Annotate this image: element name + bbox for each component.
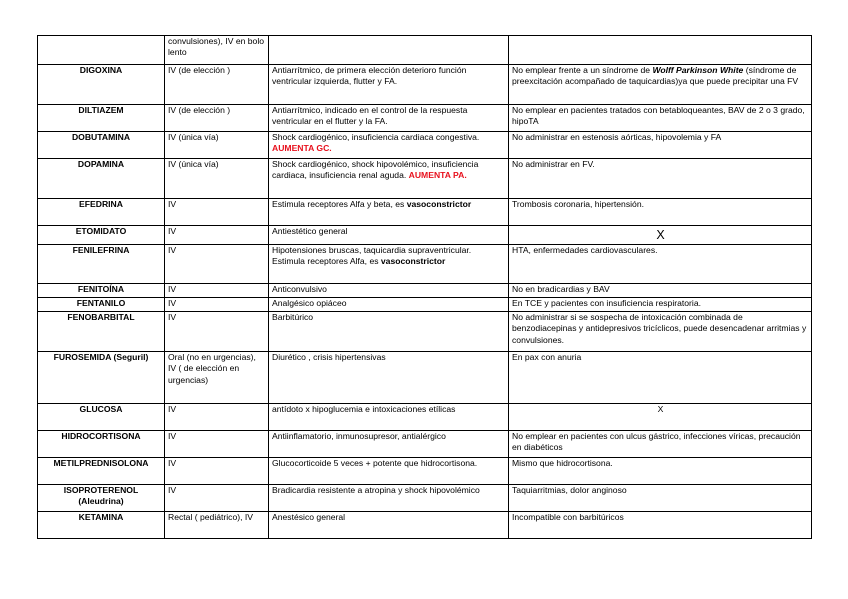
- contra-cell: HTA, enfermedades cardiovasculares.: [509, 245, 812, 284]
- action-cell: Antiarrítmico, indicado en el control de la respuesta ventricular en el flutter y la FA.: [269, 105, 509, 132]
- drug-name: GLUCOSA: [38, 404, 165, 431]
- route-cell: IV: [165, 245, 269, 284]
- contra-cell: Taquiarritmias, dolor anginoso: [509, 485, 812, 512]
- action-cell: Antiinflamatorio, inmunosupresor, antialérgico: [269, 431, 509, 458]
- route-cell: Oral (no en urgencias), IV ( de elección en urgencias): [165, 352, 269, 404]
- drug-name: FENTANILO: [38, 298, 165, 312]
- table-row: [38, 284, 812, 298]
- action-cell: Anestésico general: [269, 512, 509, 539]
- contra-cell: Trombosis coronaria, hipertensión.: [509, 199, 812, 226]
- drug-name: [38, 36, 165, 65]
- contra-cell: [509, 36, 812, 65]
- table-row: [38, 458, 812, 485]
- contra-cell: No emplear en pacientes con ulcus gástrico, infecciones víricas, precaución en diabéticos: [509, 431, 812, 458]
- table-row: [38, 132, 812, 159]
- drug-name: KETAMINA: [38, 512, 165, 539]
- contra-cell: En pax con anuria: [509, 352, 812, 404]
- route-cell: IV (única vía): [165, 132, 269, 159]
- action-cell: [269, 36, 509, 65]
- action-text: Hipotensiones bruscas, taquicardia supraventricular. Estimula receptores Alfa, es: [272, 245, 472, 267]
- action-text: Shock cardiogénico, shock hipovolémico, insuficiencia cardiaca, insuficiencia renal aguda.: [272, 159, 479, 181]
- drug-name: FENITOÍNA: [38, 284, 165, 298]
- contra-cell: No administrar si se sospecha de intoxicación combinada de benzodiacepinas y antidepresivos tricíclicos, puede desencadenar arritmias y convulsiones.: [509, 312, 812, 352]
- highlight-red: AUMENTA PA.: [408, 170, 467, 181]
- action-cell: Bradicardia resistente a atropina y shock hipovolémico: [269, 485, 509, 512]
- contra-cell: Incompatible con barbitúricos: [509, 512, 812, 539]
- drug-name: DOPAMINA: [38, 159, 165, 199]
- table-row: [38, 352, 812, 404]
- drug-name: HIDROCORTISONA: [38, 431, 165, 458]
- route-cell: IV: [165, 298, 269, 312]
- route-cell: IV: [165, 199, 269, 226]
- route-cell: IV (de elección ): [165, 105, 269, 132]
- syndrome-name: Wolff Parkinson White: [652, 65, 744, 75]
- route-cell: IV: [165, 284, 269, 298]
- table-row: [38, 65, 812, 105]
- table-row: [38, 159, 812, 199]
- route-cell: IV: [165, 404, 269, 431]
- drug-name: ETOMIDATO: [38, 226, 165, 245]
- contra-cell: En TCE y pacientes con insuficiencia respiratoria.: [509, 298, 812, 312]
- contra-cell: No en bradicardias y BAV: [509, 284, 812, 298]
- contra-text: No emplear frente a un síndrome de: [512, 65, 653, 75]
- action-cell: [269, 245, 509, 284]
- contra-cell: X: [509, 226, 812, 245]
- route-cell: IV: [165, 312, 269, 352]
- table-row: [38, 404, 812, 431]
- contra-cell: No administrar en estenosis aórticas, hipovolemia y FA: [509, 132, 812, 159]
- action-cell: antídoto x hipoglucemia e intoxicaciones etílicas: [269, 404, 509, 431]
- action-cell: [269, 199, 509, 226]
- drug-name: DIGOXINA: [38, 65, 165, 105]
- drug-name: DILTIAZEM: [38, 105, 165, 132]
- highlight-bold: vasoconstrictor: [406, 199, 472, 209]
- drug-table: [37, 35, 812, 539]
- route-cell: IV: [165, 431, 269, 458]
- table-row: [38, 312, 812, 352]
- table-row: [38, 199, 812, 226]
- highlight-red: AUMENTA GC.: [272, 143, 332, 154]
- action-cell: [269, 159, 509, 199]
- drug-name: ISOPROTERENOL (Aleudrina): [38, 485, 165, 512]
- drug-name: DOBUTAMINA: [38, 132, 165, 159]
- route-cell: IV (única vía): [165, 159, 269, 199]
- route-cell: IV: [165, 485, 269, 512]
- table-row: [38, 485, 812, 512]
- highlight-bold: vasoconstrictor: [380, 256, 446, 267]
- action-cell: Glucocorticoide 5 veces + potente que hidrocortisona.: [269, 458, 509, 485]
- drug-name: FENILEFRINA: [38, 245, 165, 284]
- table-row: [38, 245, 812, 284]
- route-cell: Rectal ( pediátrico), IV: [165, 512, 269, 539]
- contra-cell: [509, 65, 812, 105]
- action-cell: Antiarrítmico, de primera elección deterioro función ventricular izquierda, flutter y FA.: [269, 65, 509, 105]
- drug-name: EFEDRINA: [38, 199, 165, 226]
- drug-name: METILPREDNISOLONA: [38, 458, 165, 485]
- table-row: [38, 226, 812, 245]
- table-row: [38, 298, 812, 312]
- table-row: [38, 431, 812, 458]
- table-row: [38, 105, 812, 132]
- action-cell: Anticonvulsivo: [269, 284, 509, 298]
- contra-text: (síndrome de preexcitación acompañado de taquicardias)ya que puede precipitar una FV: [512, 65, 799, 87]
- contra-cell: X: [509, 404, 812, 431]
- contra-cell: No administrar en FV.: [509, 159, 812, 199]
- route-cell: IV (de elección ): [165, 65, 269, 105]
- route-cell: convulsiones), IV en bolo lento: [165, 36, 269, 65]
- drug-name: FENOBARBITAL: [38, 312, 165, 352]
- drug-name: FUROSEMIDA (Seguril): [38, 352, 165, 404]
- action-cell: Diurético , crisis hipertensivas: [269, 352, 509, 404]
- route-cell: IV: [165, 226, 269, 245]
- action-cell: Analgésico opiáceo: [269, 298, 509, 312]
- table-row: [38, 512, 812, 539]
- contra-cell: No emplear en pacientes tratados con betabloqueantes, BAV de 2 o 3 grado, hipoTA: [509, 105, 812, 132]
- route-cell: IV: [165, 458, 269, 485]
- action-text: Shock cardiogénico, insuficiencia cardiaca congestiva.: [272, 132, 480, 142]
- table-row: [38, 36, 812, 65]
- action-cell: [269, 132, 509, 159]
- contra-cell: Mismo que hidrocortisona.: [509, 458, 812, 485]
- action-cell: Barbitúrico: [269, 312, 509, 352]
- action-text: Estimula receptores Alfa y beta, es: [272, 199, 407, 209]
- action-cell: Antiestético general: [269, 226, 509, 245]
